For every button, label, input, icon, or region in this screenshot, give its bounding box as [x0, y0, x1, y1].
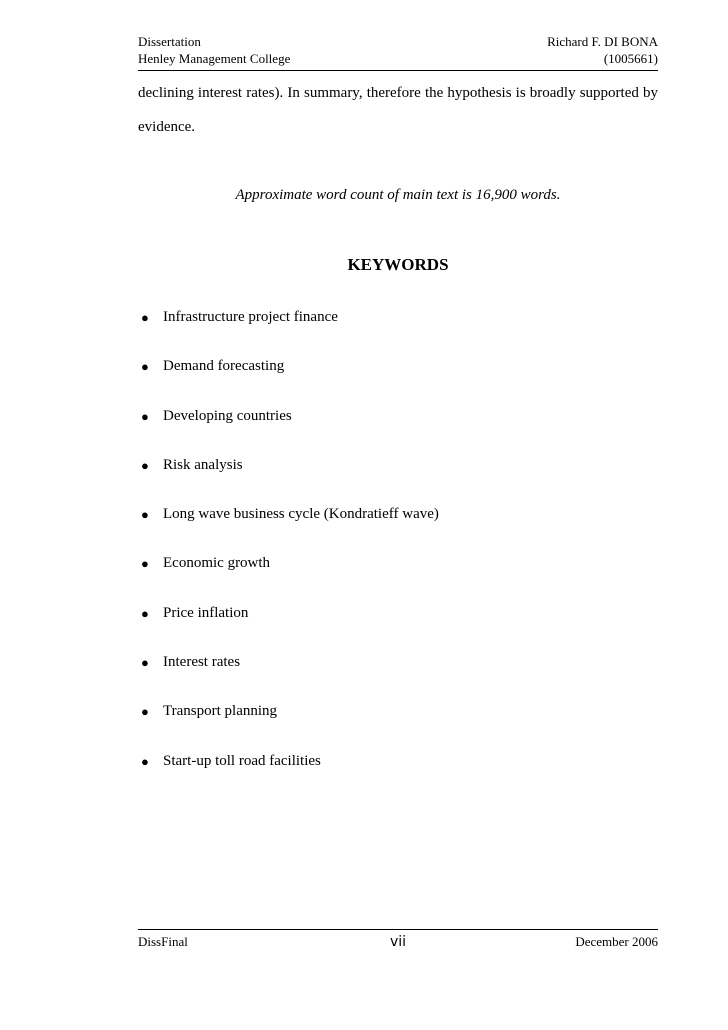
keyword-text: Transport planning — [163, 703, 278, 720]
header-document-type: Dissertation — [138, 34, 201, 49]
footer-date: December 2006 — [575, 934, 658, 949]
list-item — [138, 505, 658, 554]
keyword-text: Risk analysis — [163, 456, 243, 473]
header-rule — [138, 70, 658, 71]
bullet-icon: ● — [141, 507, 149, 523]
list-item — [138, 357, 658, 406]
word-count-note: Approximate word count of main text is 16,900 words. — [235, 187, 561, 203]
page-footer — [138, 934, 658, 950]
list-item — [138, 604, 658, 653]
page-number: vii — [389, 934, 407, 950]
bullet-icon: ● — [141, 556, 149, 572]
list-item — [138, 308, 658, 357]
list-item — [138, 752, 658, 801]
list-item — [138, 554, 658, 603]
footer-rule — [138, 929, 658, 930]
bullet-icon: ● — [141, 408, 149, 424]
keyword-text: Start-up toll road facilities — [163, 752, 321, 769]
header-row-2 — [138, 50, 658, 67]
bullet-icon: ● — [141, 704, 149, 720]
keyword-text: Interest rates — [163, 654, 241, 671]
bullet-icon: ● — [141, 457, 149, 473]
bullet-icon: ● — [141, 310, 149, 325]
keyword-text: Price inflation — [163, 604, 249, 621]
header-institution: Henley Management College — [138, 51, 291, 66]
list-item — [138, 407, 658, 456]
header-student-id: (1005661) — [603, 51, 658, 66]
keyword-text: Infrastructure project finance — [163, 309, 338, 325]
keyword-text: Long wave business cycle (Kondratieff wave) — [163, 506, 439, 523]
list-item — [138, 702, 658, 751]
list-item — [138, 456, 658, 505]
keywords-list — [138, 308, 658, 801]
keyword-text: Economic growth — [163, 555, 271, 572]
keyword-text: Developing countries — [163, 407, 292, 424]
body-paragraph: declining interest rates). In summary, therefore the hypothesis is broadly supported by evidence. — [138, 85, 658, 135]
bullet-icon: ● — [141, 655, 149, 671]
header-row-1 — [138, 33, 658, 50]
keyword-text: Demand forecasting — [163, 358, 285, 375]
footer-filename: DissFinal — [138, 934, 188, 949]
header-author: Richard F. DI BONA — [547, 34, 658, 49]
keywords-heading: KEYWORDS — [347, 255, 449, 274]
bullet-icon: ● — [141, 359, 149, 375]
bullet-icon: ● — [141, 753, 149, 769]
bullet-icon: ● — [141, 605, 149, 621]
list-item — [138, 653, 658, 702]
page-header — [138, 33, 658, 67]
